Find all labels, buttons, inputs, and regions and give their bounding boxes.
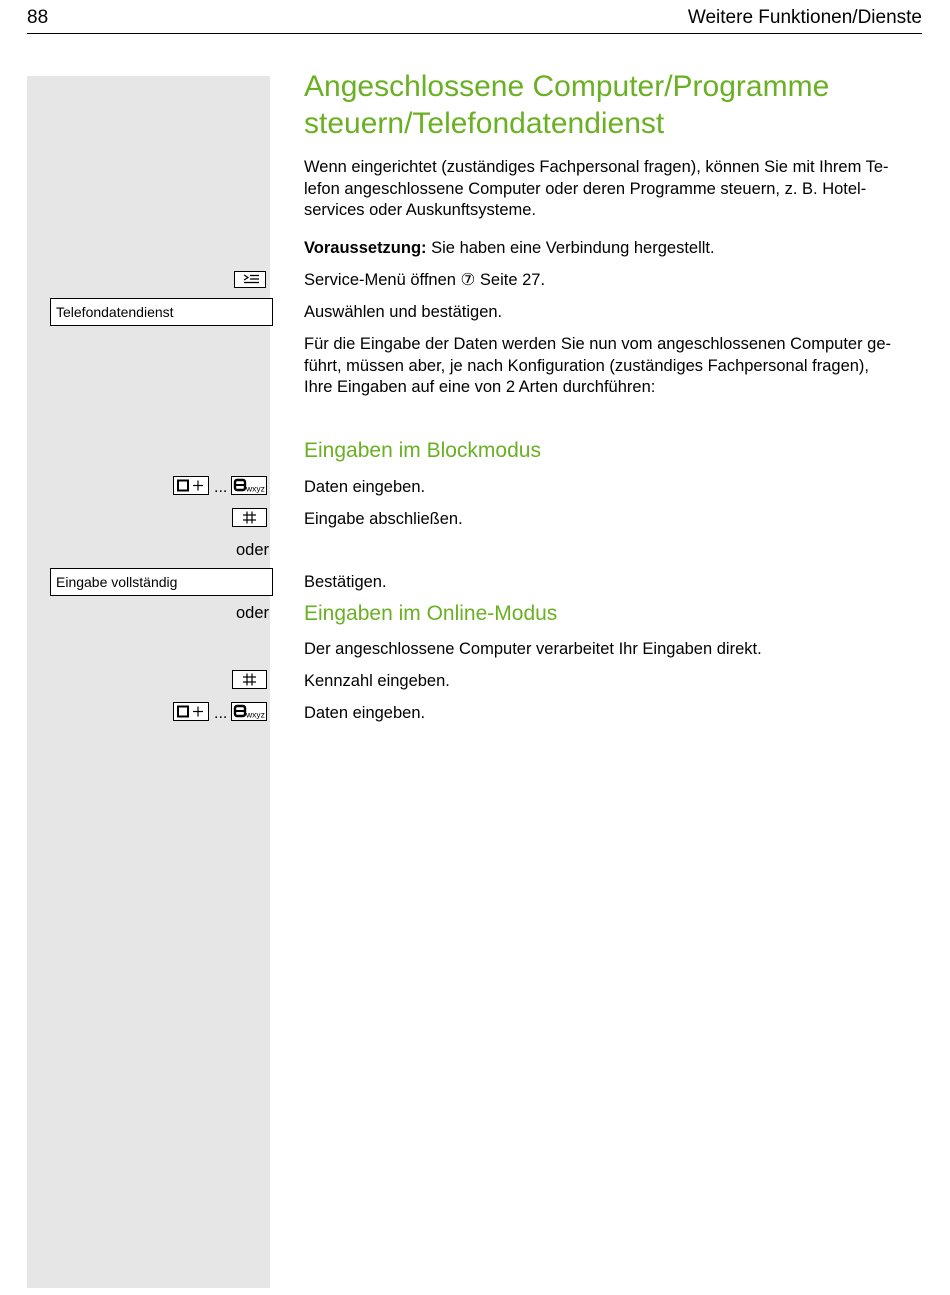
svg-text:wxyz: wxyz bbox=[246, 483, 265, 494]
step-enter-data-online: Daten eingeben. bbox=[304, 704, 426, 722]
hash-key-icon[interactable] bbox=[232, 670, 267, 689]
step-confirm: Bestätigen. bbox=[304, 573, 387, 591]
prerequisite bbox=[304, 238, 715, 260]
section-heading-online-modus: Eingaben im Online-Modus bbox=[304, 602, 558, 625]
key-range-dots: ... bbox=[214, 479, 228, 496]
online-description: Der angeschlossene Computer verarbeitet Ihr Eingaben direkt. bbox=[304, 640, 762, 658]
service-menu-key-icon[interactable] bbox=[234, 271, 266, 288]
menu-item-telefondatendienst[interactable]: Telefondatendienst bbox=[50, 298, 273, 326]
step-enter-code: Kennzahl eingeben. bbox=[304, 672, 450, 690]
step-enter-data-block: Daten eingeben. bbox=[304, 478, 426, 496]
page-title bbox=[304, 68, 829, 142]
key-nine-icon[interactable] bbox=[231, 702, 267, 721]
step-select-confirm: Auswählen und bestätigen. bbox=[304, 303, 503, 321]
menu-item-eingabe-vollstaendig[interactable]: Eingabe vollständig bbox=[50, 568, 273, 596]
key-range-dots: ... bbox=[214, 705, 228, 722]
key-nine-icon[interactable] bbox=[231, 476, 267, 495]
prerequisite-text: Sie haben eine Verbindung hergestellt. bbox=[426, 239, 715, 257]
running-head: Weitere Funktionen/Dienste bbox=[687, 7, 922, 28]
key-zero-icon[interactable] bbox=[173, 702, 209, 721]
intro-line: Wenn eingerichtet (zuständiges Fachpersonal fragen), können Sie mit Ihrem Te- bbox=[304, 158, 889, 176]
page-title-line-1: Angeschlossene Computer/Programme bbox=[304, 70, 830, 103]
page-number: 88 bbox=[27, 7, 49, 28]
step-open-service-menu: Service-Menü öffnen ⑦ Seite 27. bbox=[304, 271, 546, 289]
guide-line: führt, müssen aber, je nach Konfiguration (zuständiges Fachpersonal fragen), bbox=[304, 356, 869, 375]
hash-key-icon[interactable] bbox=[232, 508, 267, 527]
key-zero-icon[interactable] bbox=[173, 476, 209, 495]
oder-label: oder bbox=[235, 541, 269, 559]
guide-line: Ihre Eingaben auf eine von 2 Arten durchführen: bbox=[304, 378, 656, 396]
guide-paragraph bbox=[304, 334, 891, 399]
prerequisite-label: Voraussetzung: bbox=[304, 239, 427, 257]
step-finish-input: Eingabe abschließen. bbox=[304, 510, 463, 528]
intro-line: services oder Auskunftsysteme. bbox=[304, 201, 537, 219]
guide-line: Für die Eingabe der Daten werden Sie nun vom angeschlossenen Computer ge- bbox=[304, 335, 892, 353]
section-heading-blockmodus: Eingaben im Blockmodus bbox=[304, 439, 541, 462]
intro-paragraph bbox=[304, 157, 889, 222]
svg-text:wxyz: wxyz bbox=[246, 709, 265, 720]
page-title-line-2: steuern/Telefondatendienst bbox=[304, 107, 665, 140]
intro-line: lefon angeschlossene Computer oder deren Programme steuern, z. B. Hotel- bbox=[304, 179, 867, 198]
header-rule bbox=[27, 33, 922, 34]
oder-label: oder bbox=[235, 604, 269, 622]
